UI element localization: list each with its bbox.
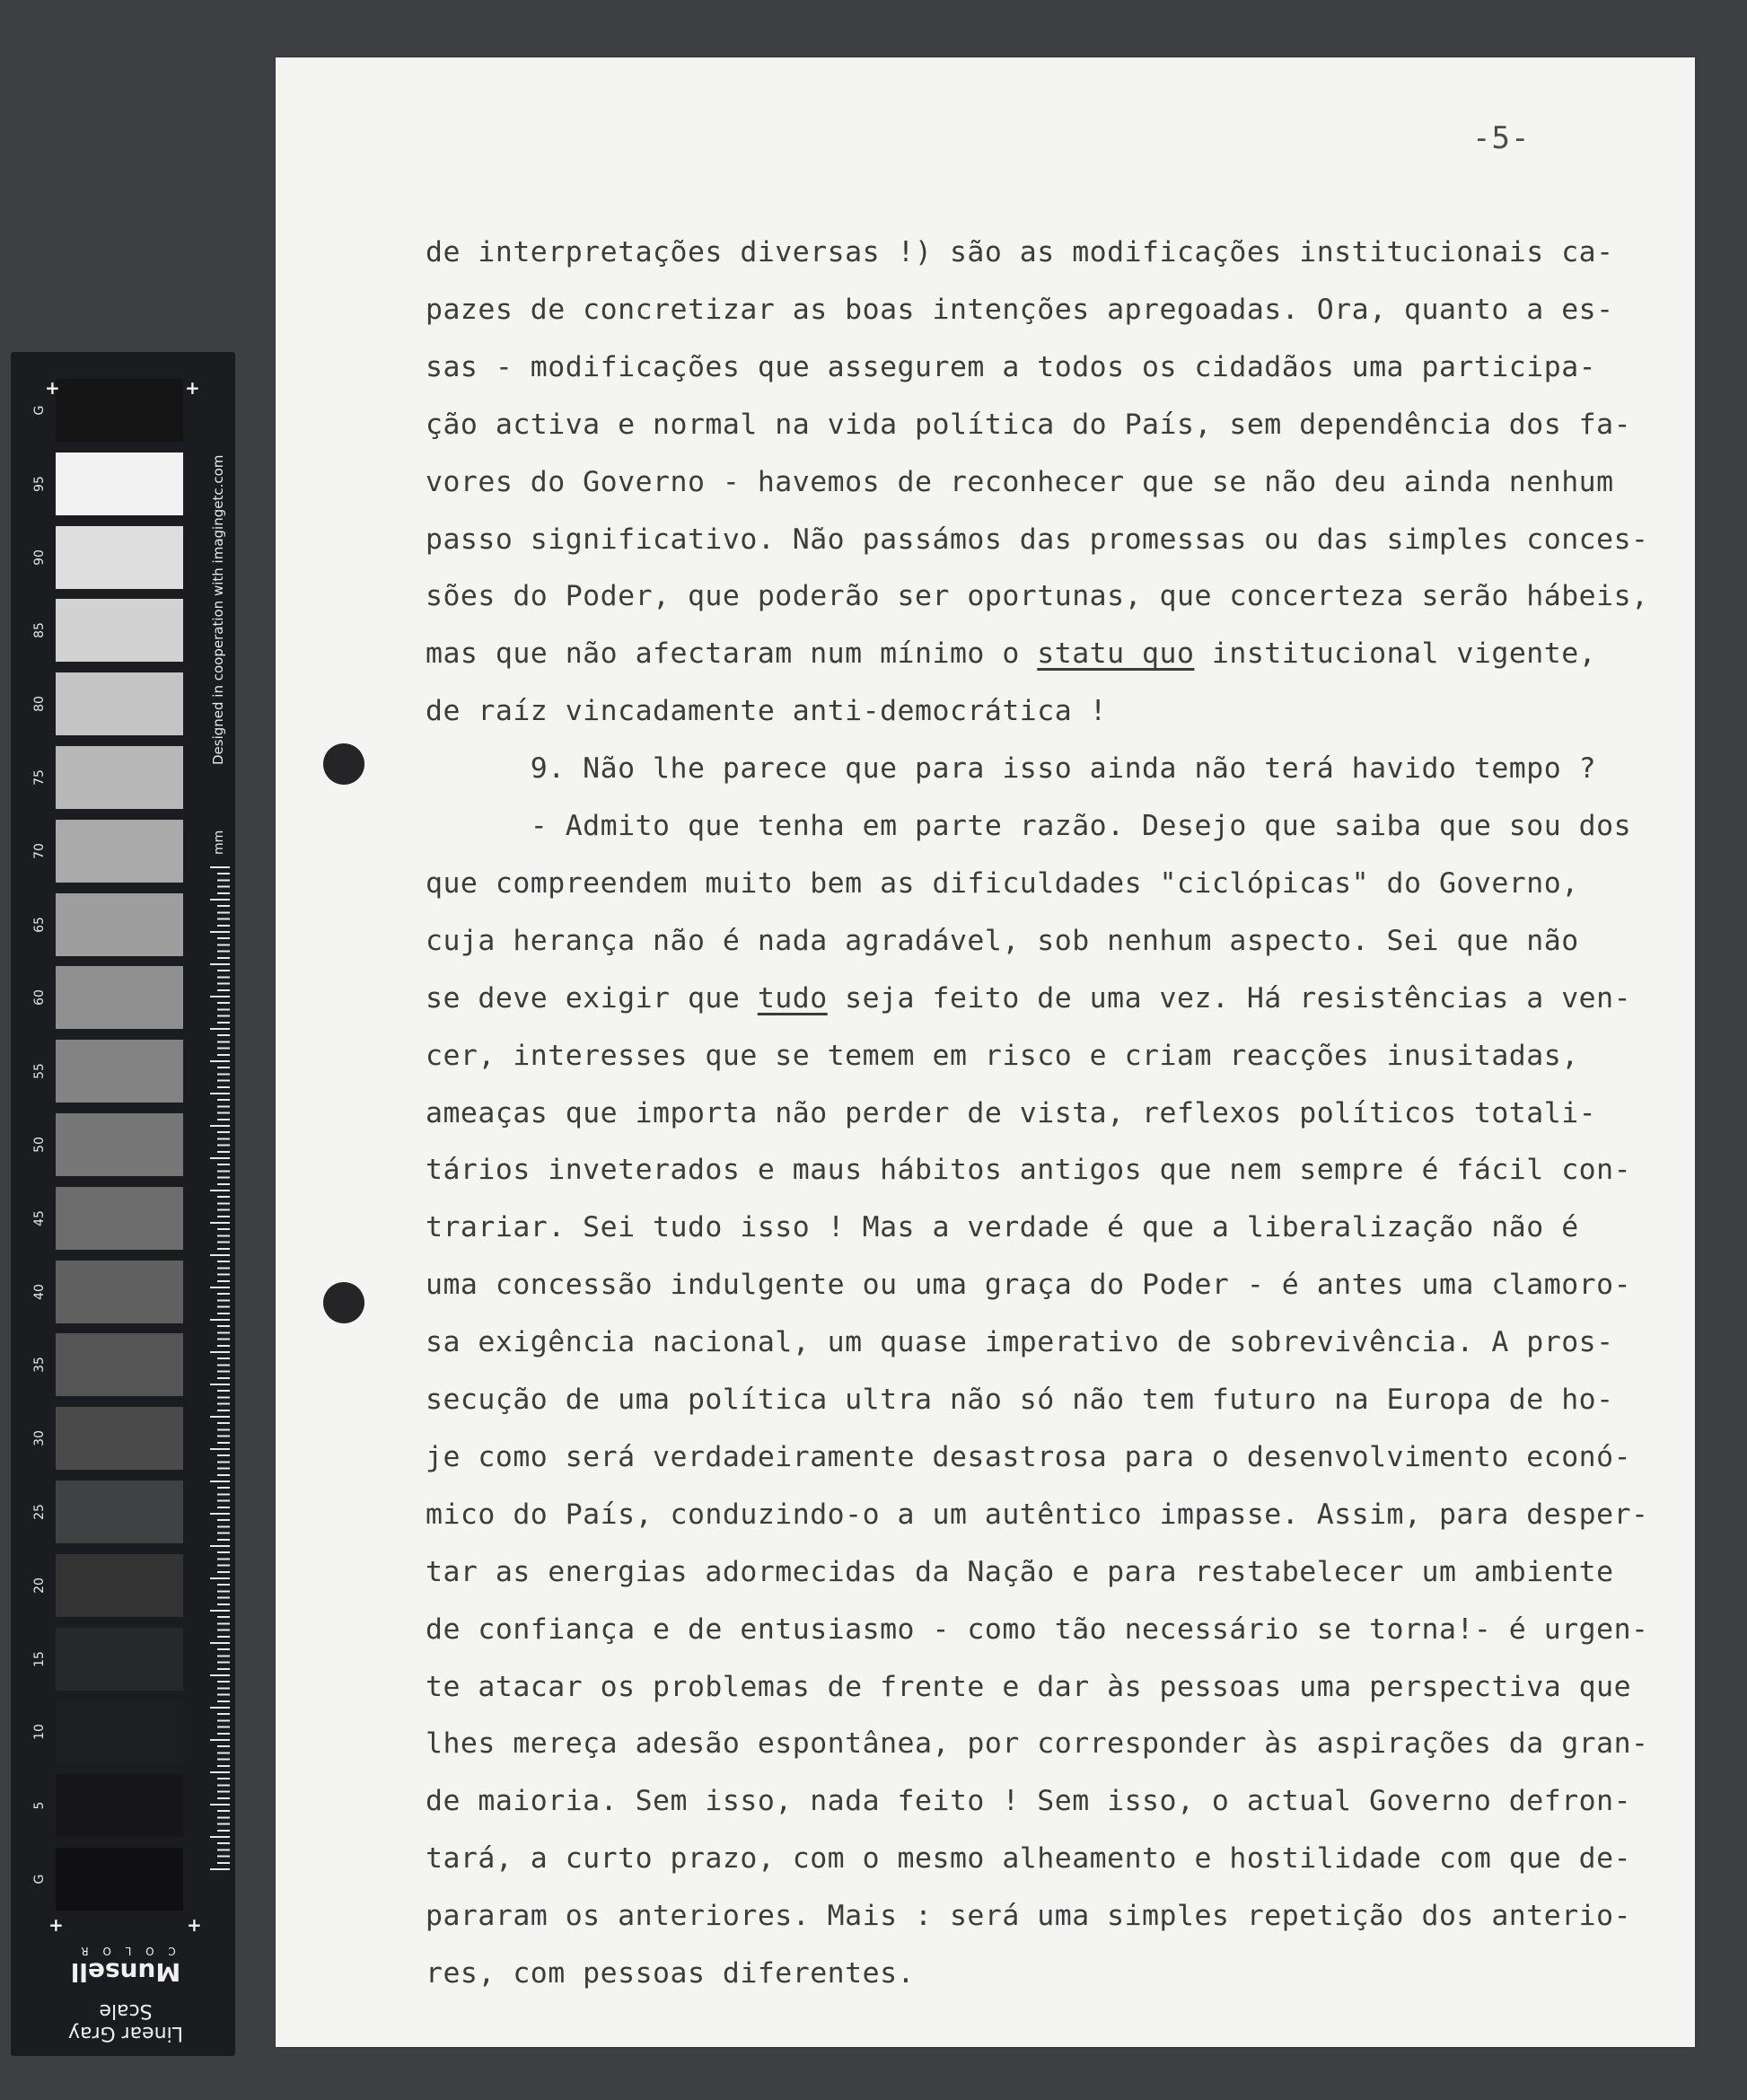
gray-patch [56, 893, 183, 956]
text-line: mico do País, conduzindo-o a um autêntico impasse. Assim, para desper- [426, 1498, 1649, 1531]
punch-hole [323, 743, 364, 785]
gray-patch [56, 1407, 183, 1470]
text-line: sas - modificações que assegurem a todos os cidadãos uma participa- [426, 350, 1597, 383]
text-line: de raíz vincadamente anti-democrática ! [426, 695, 1108, 728]
brand-name: Munsell [70, 1957, 181, 1987]
patch-label: 35 [32, 1357, 47, 1374]
plus-mark-icon: + [185, 377, 200, 399]
patch-label: 85 [32, 622, 47, 639]
plus-mark-icon: + [187, 1914, 202, 1936]
text-line: que compreendem muito bem as dificuldades "ciclópicas" do Governo, [426, 866, 1579, 900]
patch-label: 60 [32, 989, 47, 1006]
page-number: -5- [1472, 120, 1531, 156]
text-line: secução de uma política ultra não só não tem futuro na Europa de ho- [426, 1384, 1614, 1416]
gray-patch [56, 1333, 183, 1396]
gray-patch [56, 966, 183, 1029]
text-line: 9. Não lhe parece que para isso ainda não terá havido tempo ? [426, 752, 1597, 786]
text-line: sa exigência nacional, um quase imperativo de sobrevivência. A pros- [426, 1326, 1614, 1359]
mm-label: mm [212, 830, 226, 855]
text-line: sões do Poder, que poderão ser oportunas, que concerteza serão hábeis, [426, 580, 1649, 613]
gray-patch [56, 599, 183, 662]
text-line: mas que não afectaram num mínimo o statu quo institucional vigente, [426, 637, 1597, 671]
text-line: de confiança e de entusiasmo - como tão necessário se torna!- é urgen- [426, 1612, 1649, 1646]
text-line: - Admito que tenha em parte razão. Desejo que saiba que sou dos [426, 810, 1632, 842]
text-line: passo significativo. Não passámos das promessas ou das simples conces- [426, 523, 1649, 556]
gray-patch [56, 453, 183, 515]
text-line: de interpretações diversas !) são as modificações institucionais ca- [426, 236, 1614, 268]
text-line: trariar. Sei tudo isso ! Mas a verdade é que a liberalização não é [426, 1211, 1579, 1244]
text-line: cer, interesses que se temem em risco e criam reacções inusitadas, [426, 1039, 1579, 1072]
patch-label: 70 [32, 842, 47, 859]
patch-label: 90 [32, 549, 47, 566]
patch-label: 55 [32, 1063, 47, 1080]
text-line: cuja herança não é nada agradável, sob nenhum aspecto. Sei que não [426, 924, 1579, 957]
gray-patch [56, 1481, 183, 1543]
scale-name: Linear Gray Scale [68, 1999, 183, 2044]
gray-patch [56, 1113, 183, 1176]
text-line: lhes mereça adesão espontânea, por corresponder às aspirações da gran- [426, 1727, 1649, 1761]
text-line: se deve exigir que tudo seja feito de uma vez. Há resistências a ven- [426, 981, 1632, 1015]
punch-hole [323, 1282, 364, 1323]
patch-label: 20 [32, 1577, 47, 1594]
text-line: res, com pessoas diferentes. [426, 1957, 916, 1990]
gray-patch [56, 1848, 183, 1911]
munsell-brand [54, 1945, 198, 2052]
mm-ruler-major-ticks [210, 866, 230, 1872]
text-line: de maioria. Sem isso, nada feito ! Sem isso, o actual Governo defron- [426, 1785, 1632, 1818]
patch-label: 50 [32, 1137, 47, 1153]
gray-patch [56, 1187, 183, 1250]
gray-patch [56, 1261, 183, 1323]
text-line: tar as energias adormecidas da Nação e para restabelecer um ambiente [426, 1555, 1614, 1588]
patch-label: 15 [32, 1650, 47, 1667]
designed-text: Designed in cooperation with imagingetc.com [210, 454, 226, 765]
text-line: te atacar os problemas de frente e dar às pessoas uma perspectiva que [426, 1670, 1632, 1703]
patch-label: 65 [32, 916, 47, 933]
patch-label: 30 [32, 1430, 47, 1447]
patch-label: 45 [32, 1209, 47, 1226]
gray-patch [56, 1774, 183, 1837]
patch-label: 5 [32, 1801, 47, 1810]
text-line: pazes de concretizar as boas intenções apregoadas. Ora, quanto a es- [426, 293, 1614, 326]
gray-patch [56, 820, 183, 883]
patch-label: 10 [32, 1724, 47, 1741]
gray-patch [56, 746, 183, 809]
text-line: ção activa e normal na vida política do País, sem dependência dos fa- [426, 408, 1632, 441]
gray-patch [56, 526, 183, 589]
patch-label: 40 [32, 1283, 47, 1300]
gray-patch [56, 1700, 183, 1763]
text-line: je como será verdadeiramente desastrosa para o desenvolvimento econó- [426, 1440, 1632, 1473]
gray-patch [56, 379, 183, 442]
text-line: uma concessão indulgente ou uma graça do Poder - é antes uma clamoro- [426, 1269, 1632, 1302]
patch-label: G [32, 1874, 47, 1885]
plus-mark-icon: + [48, 1914, 64, 1936]
text-line: ameaças que importa não perder de vista, reflexos políticos totali- [426, 1096, 1597, 1129]
patch-label: 25 [32, 1504, 47, 1520]
patch-label: 75 [32, 769, 47, 786]
gray-patch [56, 1628, 183, 1691]
text-line: pararam os anteriores. Mais : será uma simples repetição dos anterio- [426, 1900, 1632, 1933]
patch-label: 80 [32, 696, 47, 713]
text-line: tários inveterados e maus hábitos antigos que nem sempre é fácil con- [426, 1154, 1632, 1187]
patch-label: 95 [32, 475, 47, 492]
plus-mark-icon: + [45, 377, 60, 399]
text-line: vores do Governo - havemos de reconhecer que se não deu ainda nenhum [426, 465, 1614, 498]
gray-patch [56, 1554, 183, 1617]
gray-patch [56, 1040, 183, 1103]
gray-scale-card [11, 352, 235, 2056]
gray-patch [56, 672, 183, 735]
brand-sub: C O L O R [75, 1945, 176, 1957]
text-line: tará, a curto prazo, com o mesmo alheamento e hostilidade com que de- [426, 1842, 1632, 1876]
patch-label: G [32, 405, 47, 416]
